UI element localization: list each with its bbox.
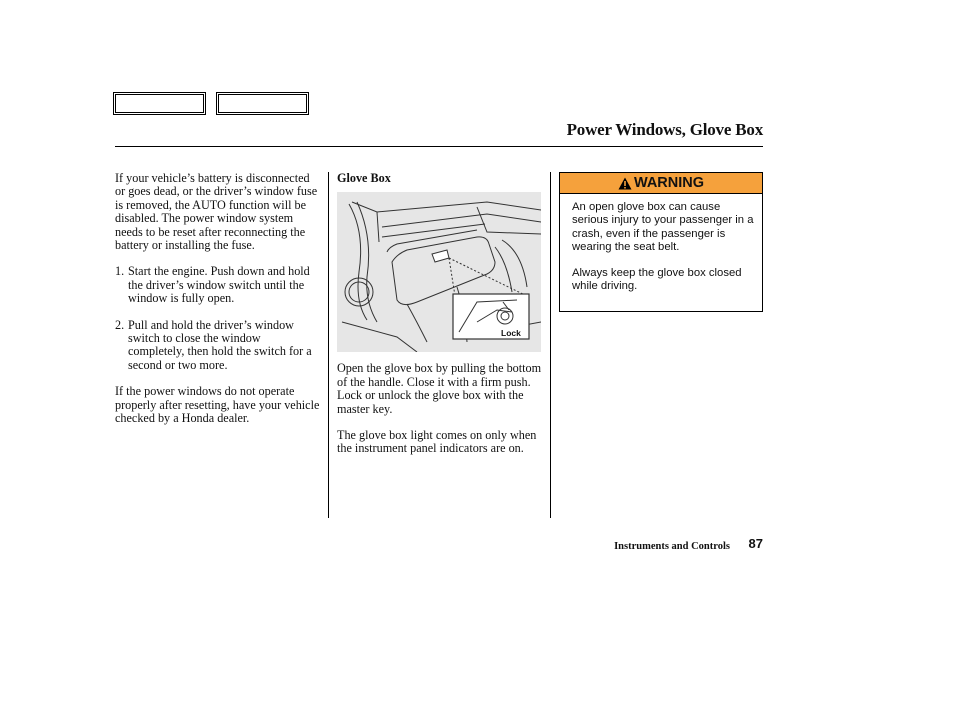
page-title: Power Windows, Glove Box bbox=[566, 120, 763, 139]
left-column bbox=[115, 172, 320, 439]
closing-paragraph: If the power windows do not operate properly after resetting, have your vehicle checked by a Honda dealer. bbox=[115, 384, 320, 426]
step-text: Pull and hold the driver’s window switch to close the window completely, then hold the switch for a second or two more. bbox=[128, 317, 312, 372]
middle-column bbox=[337, 172, 543, 469]
nav-button-previous[interactable] bbox=[113, 92, 206, 115]
header-rule bbox=[115, 146, 763, 147]
page-number: 87 bbox=[748, 536, 763, 551]
intro-paragraph: If your vehicle’s battery is disconnected or goes dead, or the driver’s window fuse is removed, the AUTO function will be disabled. The power window system needs to be reset after reconnecting the battery or installing the fuse. bbox=[115, 171, 318, 253]
nav-button-next[interactable] bbox=[216, 92, 309, 115]
lock-label: Lock bbox=[501, 328, 521, 339]
section-heading: Glove Box bbox=[337, 171, 391, 185]
warning-text: An open glove box can cause serious injury to your passenger in a crash, even if the passenger is wearing the seat belt. bbox=[572, 201, 754, 253]
footer-section-title: Instruments and Controls bbox=[614, 541, 730, 552]
glove-box-light-paragraph: The glove box light comes on only when the instrument panel indicators are on. bbox=[337, 428, 537, 456]
glove-box-illustration bbox=[337, 192, 541, 352]
warning-triangle-icon bbox=[618, 177, 632, 190]
column-divider bbox=[550, 172, 551, 518]
step-item bbox=[115, 265, 320, 305]
step-number: 1. bbox=[115, 264, 125, 279]
warning-title: WARNING bbox=[633, 175, 705, 191]
step-item bbox=[115, 319, 320, 373]
warning-header bbox=[560, 173, 762, 194]
warning-body bbox=[560, 194, 762, 294]
column-divider bbox=[328, 172, 329, 518]
step-text: Start the engine. Push down and hold the driver’s window switch until the window is fully open. bbox=[128, 264, 310, 306]
glove-box-paragraph: Open the glove box by pulling the bottom of the handle. Close it with a firm push. Lock or unlock the glove box with the master key. bbox=[337, 361, 542, 416]
warning-box bbox=[559, 172, 763, 312]
warning-text: Always keep the glove box closed while driving. bbox=[572, 267, 742, 293]
step-number: 2. bbox=[115, 317, 125, 332]
